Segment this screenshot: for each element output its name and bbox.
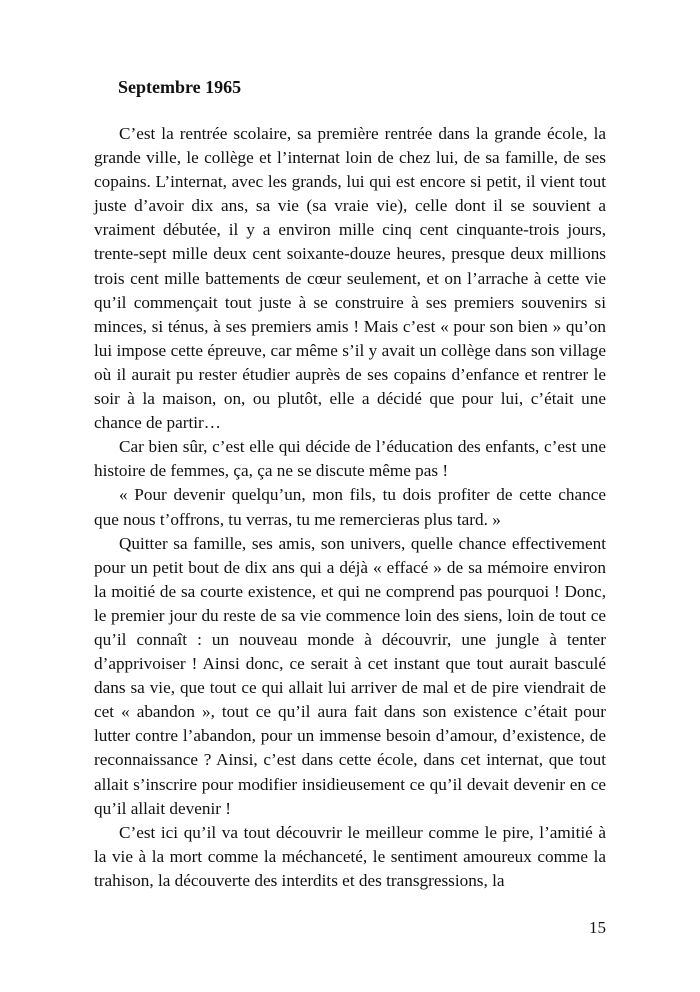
paragraph: C’est ici qu’il va tout découvrir le meilleur comme le pire, l’amitié à la vie à la mort comme la méchanceté, le sentiment amoureux comme la trahison, la découverte des interdits et des transgressions, la [94,822,606,890]
page-number: 15 [589,918,606,937]
body-text [94,122,606,893]
paragraph: « Pour devenir quelqu’un, mon fils, tu dois profiter de cette chance que nous t’offrons, tu verras, tu me remercieras plus tard. » [94,485,606,529]
paragraph: Car bien sûr, c’est elle qui décide de l’éducation des enfants, c’est une histoire de femmes, ça, ça ne se discute même pas ! [94,437,606,481]
chapter-heading: Septembre 1965 [118,77,242,97]
paragraph: Quitter sa famille, ses amis, son univers, quelle chance effectivement pour un petit bout de dix ans qui a déjà « effacé » de sa mémoire environ la moitié de sa courte existence, et qui ne comprend pas pourquoi ! Donc, le premier jour du reste de sa vie commence loin des siens, loin de tout ce qu’il connaît : un nouveau monde à découvrir, une jungle à tenter d’apprivoiser ! Ainsi donc, ce serait à cet instant que tout aurait basculé dans sa vie, que tout ce qui allait lui arriver de mal et de pire viendrait de cet « abandon », tout ce qu’il aura fait dans son existence c’était pour lutter contre l’abandon, pour un immense besoin d’amour, d’existence, de reconnaissance ? Ainsi, c’est dans cette école, dans cet internat, que tout allait s’inscrire pour modifier insidieusement ce qu’il devait devenir en ce qu’il allait devenir ! [94,533,606,818]
paragraph: C’est la rentrée scolaire, sa première rentrée dans la grande école, la grande ville, le collège et l’internat loin de chez lui, de sa famille, de ses copains. L’internat, avec les grands, lui qui est encore si petit, il vient tout juste d’avoir dix ans, sa vie (sa vraie vie), celle dont il se souvient a vraiment débutée, il y a environ mille cinq cent cinquante-trois jours, trente-sept mille deux cent soixante-douze heures, presque deux millions trois cent mille battements de cœur seulement, et on l’arrache à cette vie qu’il commençait tout juste à se construire à ses premiers souvenirs si minces, si ténus, à ses premiers amis ! Mais c’est « pour son bien » qu’on lui impose cette épreuve, car même s’il y avait un collège dans son village où il aurait pu rester étudier auprès de ses copains d’enfance et rentrer le soir à la maison, on, ou plutôt, elle a décidé que pour lui, c’était une chance de partir… [94,124,606,433]
